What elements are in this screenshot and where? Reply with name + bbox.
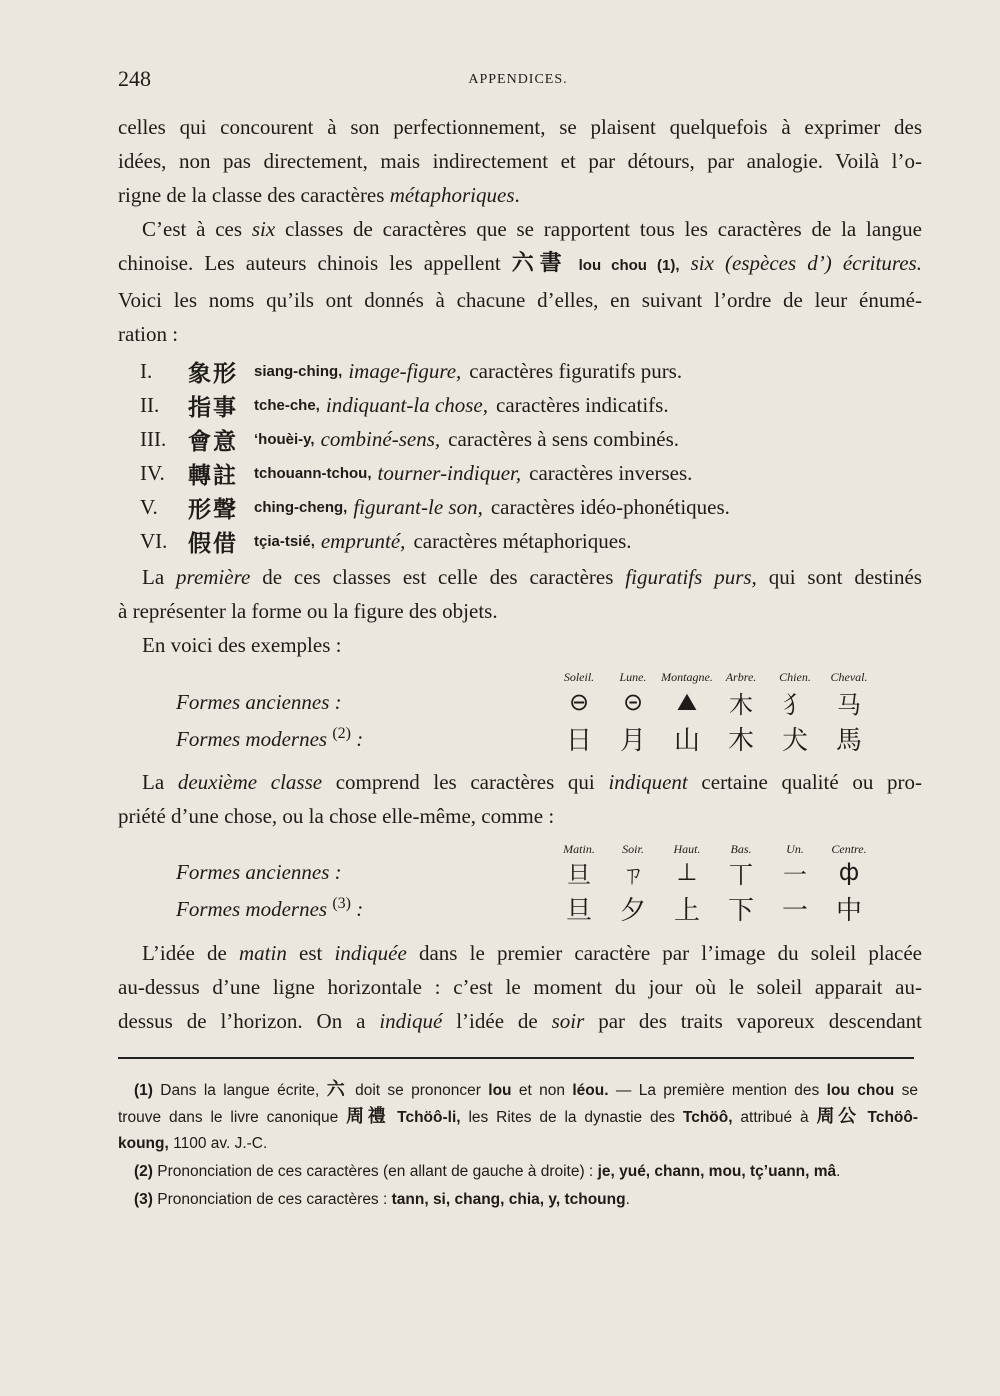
column-label: Chien. [779,670,811,684]
emphasis: figuratifs purs, [625,565,757,589]
glyph: ⊥ [676,858,698,886]
row-label: Formes anciennes : [176,859,342,884]
text-line: idées, non pas directement, mais indirectement et par détours, par analogie. Voilà l’o- [118,149,922,173]
column-label: Haut. [673,842,701,856]
text-line: koung, 1100 av. J.-C. [118,1135,268,1152]
glyph: 旦 [567,860,591,889]
glyph: 月 [619,725,646,756]
glyph: 下 [727,895,754,926]
glyph: 上 [673,895,700,926]
text-line: (3) Prononciation de ces caractères : tann, si, chang, chia, y, tchoung. [134,1191,630,1208]
column-label: Soir. [622,842,644,856]
page-header [118,66,918,96]
list-item: VI. 假借 tçia-tsié, emprunté, caractères métaphoriques. [140,524,730,558]
text-line: (1) Dans la langue écrite, 六 doit se prononcer lou et non léou. — La première mention des lou chou se [134,1079,918,1100]
text-line: au-dessus d’une ligne horizontale : c’est le moment du jour où le soleil apparait au- [118,975,922,999]
glyph: 犭 [783,690,807,719]
paragraph-4 [118,765,922,833]
row-label: Formes modernes $^{(2)}$ : [176,724,364,751]
text-line: Voici les noms qu’ils ont donnés à chacune d’elles, en suivant l’ordre de leur énumé- [118,288,922,312]
glyph: ф [838,858,860,886]
column-label: Centre. [831,842,867,856]
page-number: 248 [118,66,151,91]
paragraph-2 [118,212,922,351]
chinese-characters: 轉註 [188,462,238,489]
text-line: dessus de l’horizon. On a indiqué l’idée de soir par des traits vaporeux descendant [118,1009,922,1033]
text-line: En voici des exemples : [142,633,342,657]
glyph: 木 [727,725,754,756]
emphasis: indiquée [334,941,407,965]
text-line: C’est à ces six classes de caractères que se rapportent tous les caractères de la langue [142,217,922,241]
glyph: 丅 [729,860,753,889]
modern-forms-row [176,890,876,926]
emphasis: indiqué [379,1009,443,1033]
emphasis: matin [239,941,287,965]
text-line: La première de ces classes est celle des caractères figuratifs purs, qui sont destinés [142,565,922,589]
column-label: Un. [786,842,804,856]
footnote-mark: (2) [134,1163,153,1180]
paragraph-5 [118,936,922,1038]
footnote-divider [118,1057,914,1059]
running-title: APPENDICES. [468,72,568,87]
text-line: celles qui concourent à son perfectionnement, se plaisent quelquefois à exprimer des [118,115,922,139]
list-item: II. 指事 tche-che, indiquant-la chose, caractères indicatifs. [140,388,730,422]
emphasis: soir [551,1009,585,1033]
footnote-mark: (1) [134,1082,153,1099]
column-label: Bas. [730,842,752,856]
column-label: Arbre. [725,670,757,684]
emphasis: deuxième classe [177,770,323,794]
chinese-characters: 形聲 [188,496,238,523]
glyph: 日 [565,725,592,756]
paragraph-1 [118,110,922,212]
column-label: Lune. [619,670,647,684]
text-line: L’idée de matin est indiquée dans le premier caractère par l’image du soleil placée [142,941,923,965]
list-item: I. 象形 siang-ching, image-figure, caractères figuratifs purs. [140,354,730,388]
text-line: La deuxième classe comprend les caractères qui indiquent certaine qualité ou pro- [142,770,922,794]
footnote-2 [118,1159,918,1185]
emphasis: six (espèces d’) écritures. [690,251,922,275]
glyph: 马 [837,690,861,719]
glyph: 旦 [565,895,592,926]
footnote-1 [118,1077,918,1157]
ancient-forms-row [176,854,876,890]
text-line: rigne de la classe des caractères métaphoriques. [118,183,520,207]
list-item: IV. 轉註 tchouann-tchou, tourner-indiquer, caractères inverses. [140,456,730,490]
emphasis: première [176,565,251,589]
footnote-mark: (3) [134,1191,153,1208]
column-label: Montagne. [661,670,713,684]
chinese-characters: 會意 [188,428,238,455]
glyph: 山 [673,725,700,756]
glyph: 夕 [619,895,646,926]
chinese-characters: 象形 [188,360,238,387]
emphasis: six [251,217,276,241]
list-item: III. 會意 ‘houèi-y, combiné-sens, caractères à sens combinés. [140,422,730,456]
text-line: priété d’une chose, ou la chose elle-même, comme : [118,804,555,828]
glyph: 犬 [781,725,808,756]
glyph: 一 [781,895,808,926]
text-line: ration : [118,322,179,346]
chinese-characters: 假借 [188,530,238,557]
glyph: ⊝ [622,688,644,716]
glyph: ⛰ [676,688,698,716]
column-label: Cheval. [830,670,868,684]
modern-forms-row [176,720,876,756]
chinese-characters: 指事 [188,394,238,421]
ancient-forms-row [176,684,876,720]
emphasis: métaphoriques [389,183,515,207]
glyph: ㄗ [621,860,645,889]
text-line: chinoise. Les auteurs chinois les appellent 六書 lou chou (1), six (espèces d’) écritures. [118,251,922,276]
footnote-3 [118,1187,918,1213]
row-label: Formes anciennes : [176,689,342,714]
emphasis: indiquent [608,770,688,794]
classes-list [140,354,730,558]
glyph: 中 [835,895,862,926]
paragraph-3 [118,560,922,662]
text-line: trouve dans le livre canonique 周禮 Tchöô-li, les Rites de la dynastie des Tchöô, attribué à 周公 Tchöô- [118,1106,919,1127]
row-label: Formes modernes $^{(3)}$ : [176,894,364,921]
list-item: V. 形聲 ching-cheng, figurant-le son, caractères idéo-phonétiques. [140,490,730,524]
column-label: Matin. [563,842,595,856]
glyph: 馬 [835,725,862,756]
text-line: (2) Prononciation de ces caractères (en allant de gauche à droite) : je, yué, chann, mou, tç’uann, mâ. [134,1163,841,1180]
glyph: ⊖ [568,688,590,716]
text-line: à représenter la forme ou la figure des objets. [118,599,498,623]
chinese-characters: 六書 [511,251,568,276]
romanization: lou chou (1), [578,257,680,274]
glyph: 一 [783,860,807,889]
glyph: 木 [729,690,753,719]
column-label: Soleil. [563,670,595,684]
column-labels [552,670,876,685]
